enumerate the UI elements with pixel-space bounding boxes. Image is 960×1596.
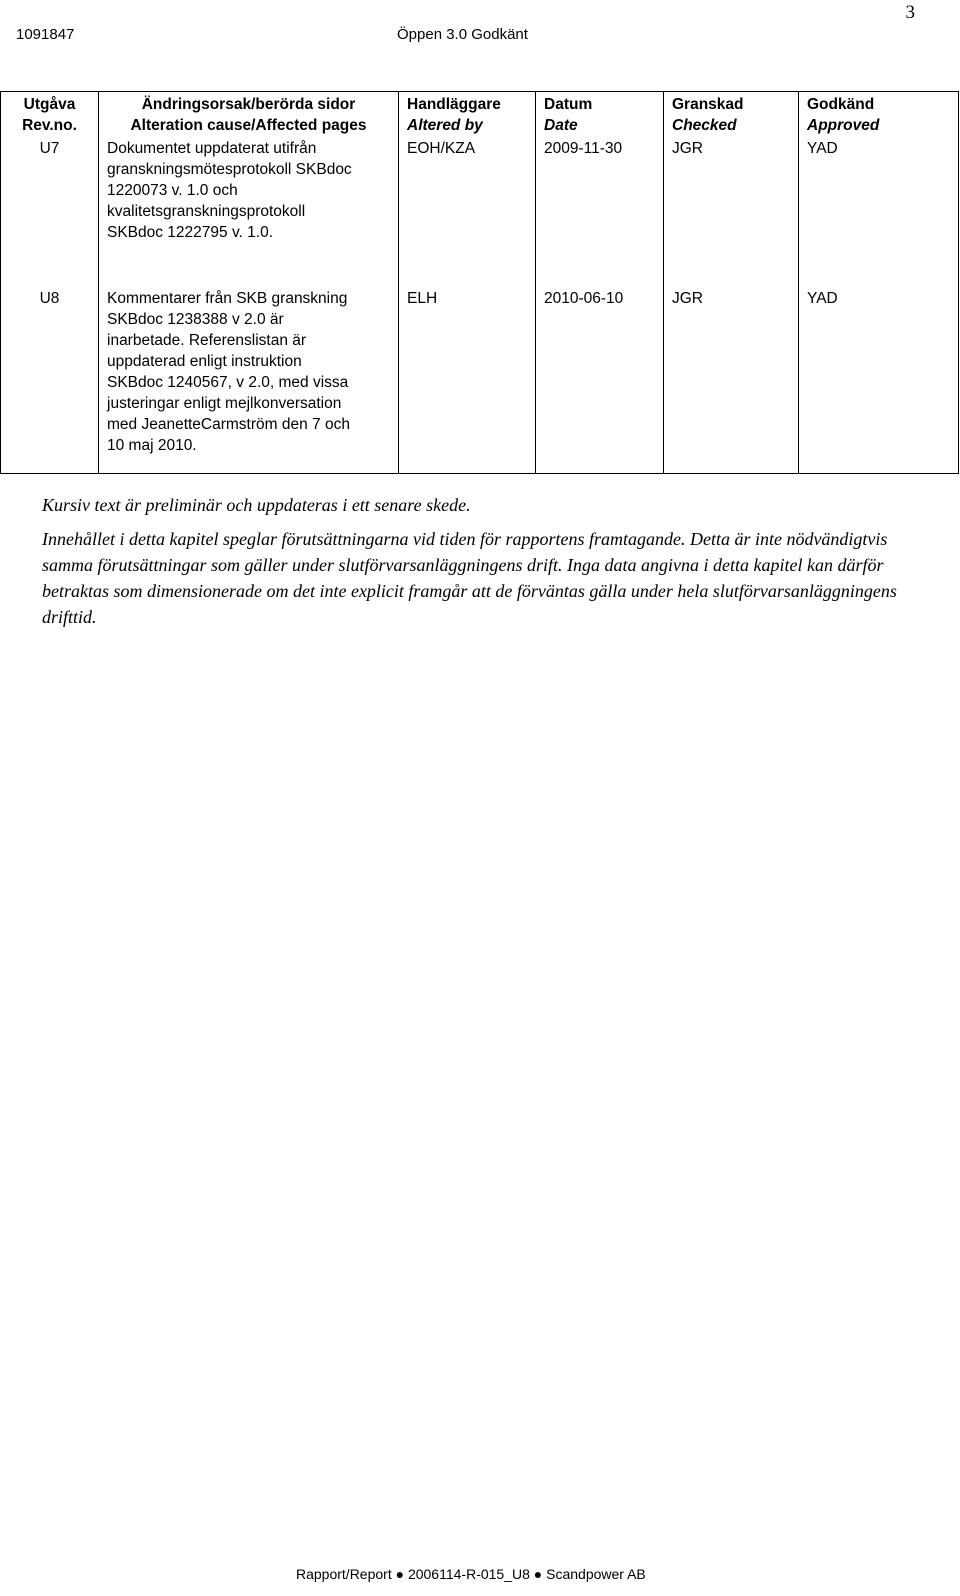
chapter-disclaimer: Innehållet i detta kapitel speglar förutsättningarna vid tiden för rapportens framtagande. Detta är inte nödvändigtvis samma förutsättningar som gäller under slutförvarsanläggningens drift. Inga data angivna i detta kapitel kan därför betraktas som dimensionerade om det inte explicit framgår att de förväntas gälla under hela slutförvarsanläggningens drifttid. — [42, 529, 897, 627]
cell-checked: JGR — [664, 136, 799, 282]
header-alteration-cause — [99, 92, 399, 137]
header-altered-by-sv: Handläggare — [407, 96, 501, 113]
header-alteration-cause-sv: Ändringsorsak/berörda sidor — [141, 96, 356, 113]
cell-approved: YAD — [799, 136, 959, 282]
cell-altered-by: ELH — [399, 282, 536, 474]
document-status: Öppen 3.0 Godkänt — [397, 26, 528, 43]
table-header-row — [1, 92, 959, 137]
header-alteration-cause-en: Alteration cause/Affected pages — [130, 117, 367, 134]
cell-rev-no: U7 — [1, 136, 99, 282]
cell-alteration-cause: Kommentarer från SKB granskning SKBdoc 1238388 v 2.0 är inarbetade. Referenslistan är uppdaterad enligt instruktion SKBdoc 1240567, v 2.0, med vissa justeringar enligt mejlkonversation med JeanetteCarmström den 7 och 10 maj 2010. — [99, 282, 399, 474]
cell-altered-by: EOH/KZA — [399, 136, 536, 282]
header-approved — [799, 92, 959, 137]
header-date-sv: Datum — [544, 96, 593, 113]
header-rev-no — [1, 92, 99, 137]
page-footer: Rapport/Report ● 2006114-R-015_U8 ● Scandpower AB — [296, 1566, 646, 1582]
header-approved-sv: Godkänd — [807, 96, 875, 113]
table-row — [1, 282, 959, 474]
cell-date: 2009-11-30 — [536, 136, 664, 282]
cell-date: 2010-06-10 — [536, 282, 664, 474]
table-row — [1, 136, 959, 282]
preliminary-note: Kursiv text är preliminär och uppdateras i ett senare skede. — [42, 495, 471, 515]
header-checked-sv: Granskad — [672, 96, 744, 113]
cell-rev-no: U8 — [1, 282, 99, 474]
cell-approved: YAD — [799, 282, 959, 474]
header-date-en: Date — [544, 117, 578, 134]
revision-history-table — [0, 91, 959, 474]
cell-checked: JGR — [664, 282, 799, 474]
header-rev-no-en: Rev.no. — [22, 117, 77, 134]
header-altered-by-en: Altered by — [407, 117, 483, 134]
header-checked — [664, 92, 799, 137]
notes-section — [42, 492, 942, 638]
header-rev-no-sv: Utgåva — [23, 96, 76, 113]
header-date — [536, 92, 664, 137]
page-number: 3 — [905, 2, 915, 23]
cell-alteration-cause: Dokumentet uppdaterat utifrån granskningsmötesprotokoll SKBdoc 1220073 v. 1.0 och kvalitetsgranskningsprotokoll SKBdoc 1222795 v. 1.0. — [99, 136, 399, 282]
header-altered-by — [399, 92, 536, 137]
document-id: 1091847 — [16, 26, 75, 43]
header-checked-en: Checked — [672, 117, 737, 134]
header-approved-en: Approved — [807, 117, 880, 134]
